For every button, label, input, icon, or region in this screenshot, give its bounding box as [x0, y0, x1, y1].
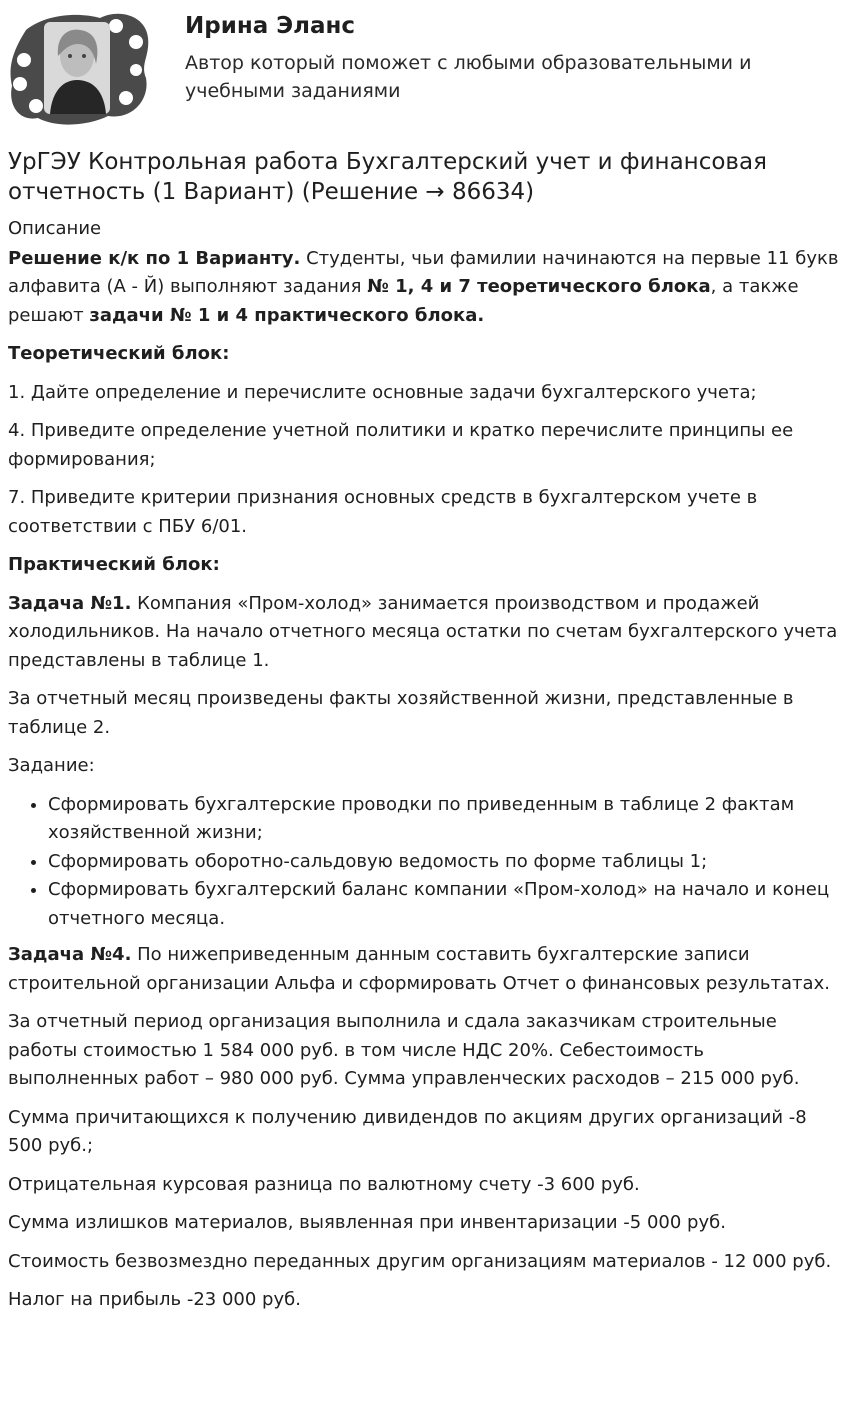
task1-label: Задача №1.	[8, 592, 132, 614]
theory-item: 7. Приведите критерии признания основных средств в бухгалтерском учете в соответствии с ПБУ 6/01.	[8, 487, 758, 537]
task4-detail: Отрицательная курсовая разница по валютному счету -3 600 руб.	[8, 1173, 640, 1195]
task4-detail: Сумма излишков материалов, выявленная при инвентаризации -5 000 руб.	[8, 1212, 726, 1233]
document-title: УрГЭУ Контрольная работа Бухгалтерский учет и финансовая отчетность (1 Вариант) (Решение → 86634)	[8, 149, 767, 205]
task1-paragraph	[8, 590, 840, 676]
description-label: Описание	[8, 218, 102, 239]
task1-text: Компания «Пром-холод» занимается производством и продажей холодильников. На начало отчетного месяца остатки по счетам бухгалтерского учета представлены в таблице 1.	[8, 592, 838, 671]
avatar[interactable]	[8, 8, 150, 128]
task4-detail: Налог на прибыль -23 000 руб.	[8, 1289, 301, 1310]
task1-paragraph-2: За отчетный месяц произведены факты хозяйственной жизни, представленные в таблице 2.	[8, 688, 794, 738]
intro-bold-2: № 1, 4 и 7 теоретического блока	[367, 276, 711, 297]
assignment-list	[8, 791, 840, 934]
task4-paragraph	[8, 941, 840, 998]
document-content	[8, 215, 840, 1325]
task4-text: По нижеприведенным данным составить бухгалтерские записи строительной организации Альфа и сформировать Отчет о финансовых результатах.	[8, 944, 830, 994]
theory-heading-text: Теоретический блок:	[8, 343, 230, 364]
avatar-film-frame	[8, 8, 150, 128]
theory-item: 4. Приведите определение учетной политики и кратко перечислите принципы ее формирования;	[8, 420, 794, 470]
author-description: Автор который поможет с любыми образовательными и учебными заданиями	[185, 52, 752, 102]
theory-item: 1. Дайте определение и перечислите основные задачи бухгалтерского учета;	[8, 381, 757, 403]
theory-heading	[8, 340, 840, 369]
task4-label: Задача №4.	[8, 944, 132, 965]
task4-detail: За отчетный период организация выполнила и сдала заказчикам строительные работы стоимостью 1 584 000 руб. в том числе НДС 20%. Себестоимость выполненных работ – 980 000 руб. Сумма управленческих расходов – 215 000 руб.	[8, 1011, 800, 1089]
intro-bold-3: задачи № 1 и 4 практического блока.	[89, 304, 485, 326]
intro-paragraph	[8, 245, 840, 331]
task4-detail: Сумма причитающихся к получению дивидендов по акциям других организаций -8 500 руб.;	[8, 1106, 807, 1156]
intro-bold-1: Решение к/к по 1 Варианту.	[8, 247, 301, 269]
intro-text-2: , а также решают	[8, 276, 799, 326]
list-item: • Сформировать оборотно-сальдовую ведомость по форме таблицы 1;	[48, 848, 840, 877]
practice-heading	[8, 551, 840, 580]
practice-heading-text: Практический блок:	[8, 554, 220, 575]
intro-text-1: Студенты, чьи фамилии начинаются на первые 11 букв алфавита (А - Й) выполняют задания	[8, 247, 839, 297]
task4-detail: Стоимость безвозмездно переданных другим организациям материалов - 12 000 руб.	[8, 1250, 832, 1272]
list-item: • Сформировать бухгалтерские проводки по приведенным в таблице 2 фактам хозяйственной жизни;	[48, 791, 840, 848]
author-card	[0, 0, 847, 130]
author-name[interactable]: Ирина Эланс	[185, 13, 356, 39]
list-item: • Сформировать бухгалтерский баланс компании «Пром-холод» на начало и конец отчетного месяца.	[48, 876, 840, 933]
assignment-label: Задание:	[8, 755, 95, 776]
